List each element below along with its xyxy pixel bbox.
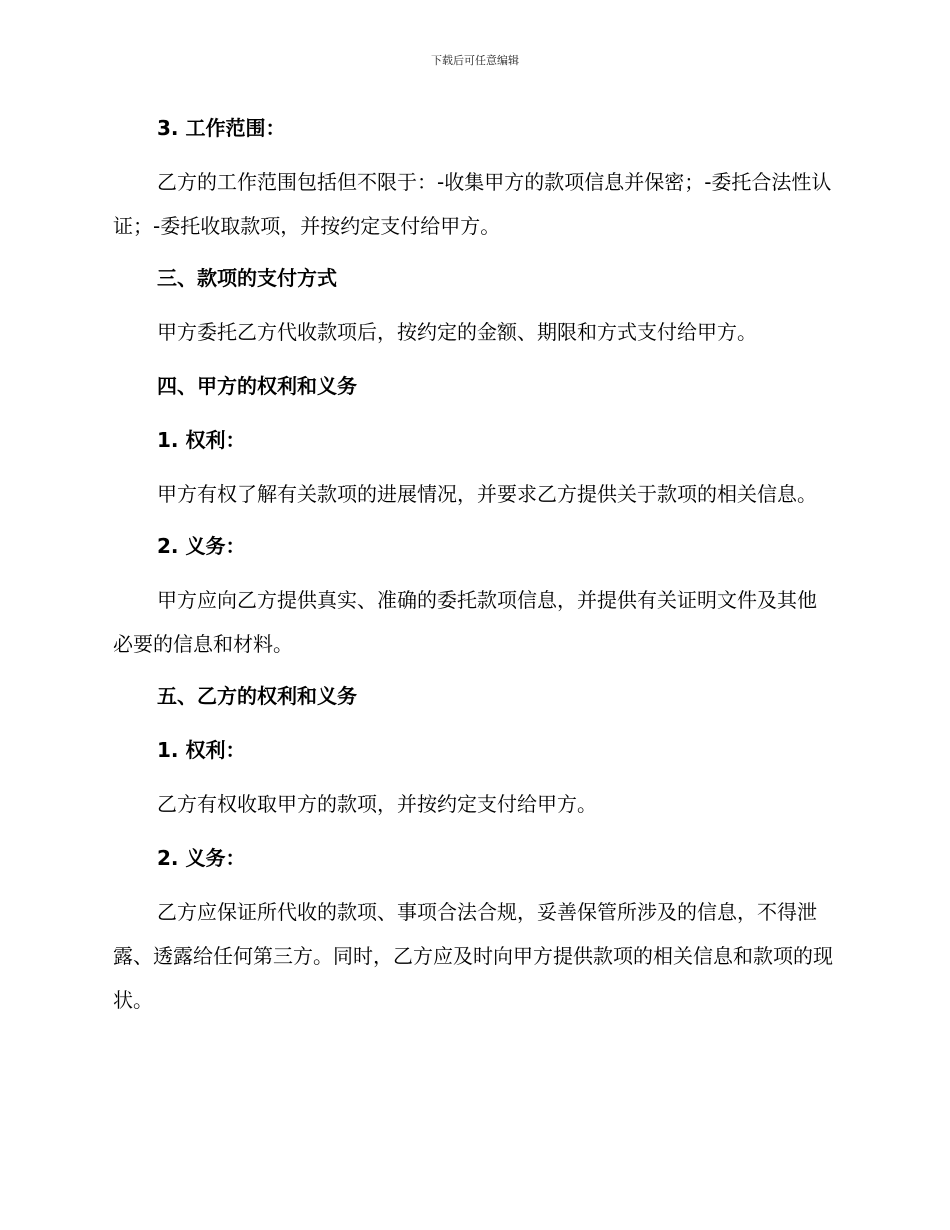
page-header: 下载后可任意编辑 bbox=[431, 54, 519, 67]
section-heading-party-b: 五、乙方的权利和义务 bbox=[157, 684, 357, 708]
subheading-party-b-duties: 2. 义务： bbox=[157, 846, 246, 870]
paragraph-payment-method: 甲方委托乙方代收款项后，按约定的金额、期限和方式支付给甲方。 bbox=[157, 320, 757, 344]
paragraph-party-a-duties: 甲方应向乙方提供真实、准确的委托款项信息，并提供有关证明文件及其他必要的信息和材料。 bbox=[113, 588, 817, 656]
subheading-party-a-duties: 2. 义务： bbox=[157, 534, 246, 558]
section-heading-payment-method: 三、款项的支付方式 bbox=[157, 266, 337, 290]
paragraph-party-b-rights: 乙方有权收取甲方的款项，并按约定支付给甲方。 bbox=[157, 792, 597, 816]
paragraph-party-a-rights: 甲方有权了解有关款项的进展情况，并要求乙方提供关于款项的相关信息。 bbox=[157, 482, 817, 506]
paragraph-work-scope: 乙方的工作范围包括但不限于：-收集甲方的款项信息并保密；-委托合法性认证；-委托收取款项，并按约定支付给甲方。 bbox=[113, 170, 832, 238]
document-body bbox=[113, 112, 833, 1036]
paragraph-party-b-duties: 乙方应保证所代收的款项、事项合法合规，妥善保管所涉及的信息，不得泄露、透露给任何第三方。同时，乙方应及时向甲方提供款项的相关信息和款项的现状。 bbox=[113, 900, 833, 1012]
section-heading-work-scope: 3. 工作范围： bbox=[157, 116, 286, 140]
subheading-party-a-rights: 1. 权利： bbox=[157, 428, 246, 452]
subheading-party-b-rights: 1. 权利： bbox=[157, 738, 246, 762]
section-heading-party-a: 四、甲方的权利和义务 bbox=[157, 374, 357, 398]
